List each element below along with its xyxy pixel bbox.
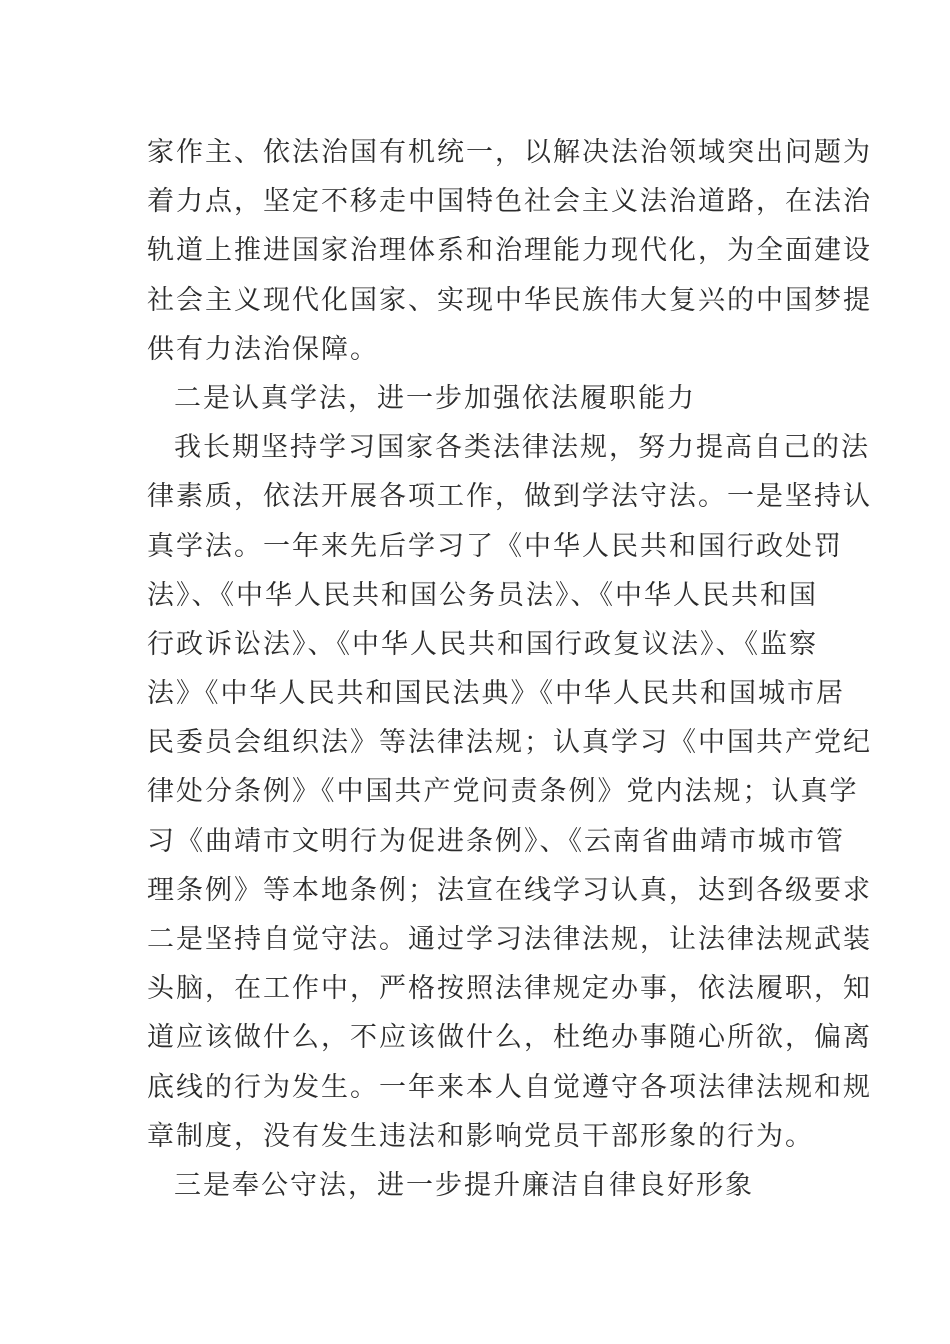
body-line: 社会主义现代化国家、实现中华民族伟大复兴的中国梦提 [147,284,872,316]
body-line: 律素质，依法开展各项工作，做到学法守法。一是坚持认 [147,481,872,513]
body-line: 头脑，在工作中，严格按照法律规定办事，依法履职，知 [147,973,872,1005]
body-line: 真学法。一年来先后学习了《中华人民共和国行政处罚 [147,530,843,562]
body-line: 着力点，坚定不移走中国特色社会主义法治道路，在法治 [147,186,872,218]
body-line: 轨道上推进国家治理体系和治理能力现代化，为全面建设 [147,235,872,267]
body-line: 二是坚持自觉守法。通过学习法律法规，让法律法规武装 [147,924,872,955]
section-heading-2: 二是认真学法，进一步加强依法履职能力 [174,382,696,414]
body-line: 法》、《中华人民共和国公务员法》、《中华人民共和国 [147,579,818,611]
body-line: 理条例》等本地条例；法宣在线学习认真，达到各级要求 [147,874,872,906]
body-line: 习《曲靖市文明行为促进条例》、《云南省曲靖市城市管 [147,825,845,857]
body-line: 民委员会组织法》等法律法规；认真学习《中国共产党纪 [147,727,872,759]
section-heading-3: 三是奉公守法，进一步提升廉洁自律良好形象 [174,1169,754,1201]
body-line: 底线的行为发生。一年来本人自觉遵守各项法律法规和规 [147,1071,872,1103]
body-line: 法》《中华人民共和国民法典》《中华人民共和国城市居 [147,678,845,710]
body-line: 律处分条例》《中国共产党问责条例》党内法规；认真学 [147,776,859,808]
body-line: 供有力法治保障。 [147,333,379,365]
body-line: 行政诉讼法》、《中华人民共和国行政复议法》、《监察 [147,628,818,660]
body-line: 章制度，没有发生违法和影响党员干部形象的行为。 [147,1120,814,1152]
body-line: 家作主、依法治国有机统一，以解决法治领域突出问题为 [147,137,872,168]
body-line: 道应该做什么，不应该做什么，杜绝办事随心所欲，偏离 [147,1022,872,1054]
body-line: 我长期坚持学习国家各类法律法规，努力提高自己的法 [174,432,870,464]
document-body [147,128,872,1210]
